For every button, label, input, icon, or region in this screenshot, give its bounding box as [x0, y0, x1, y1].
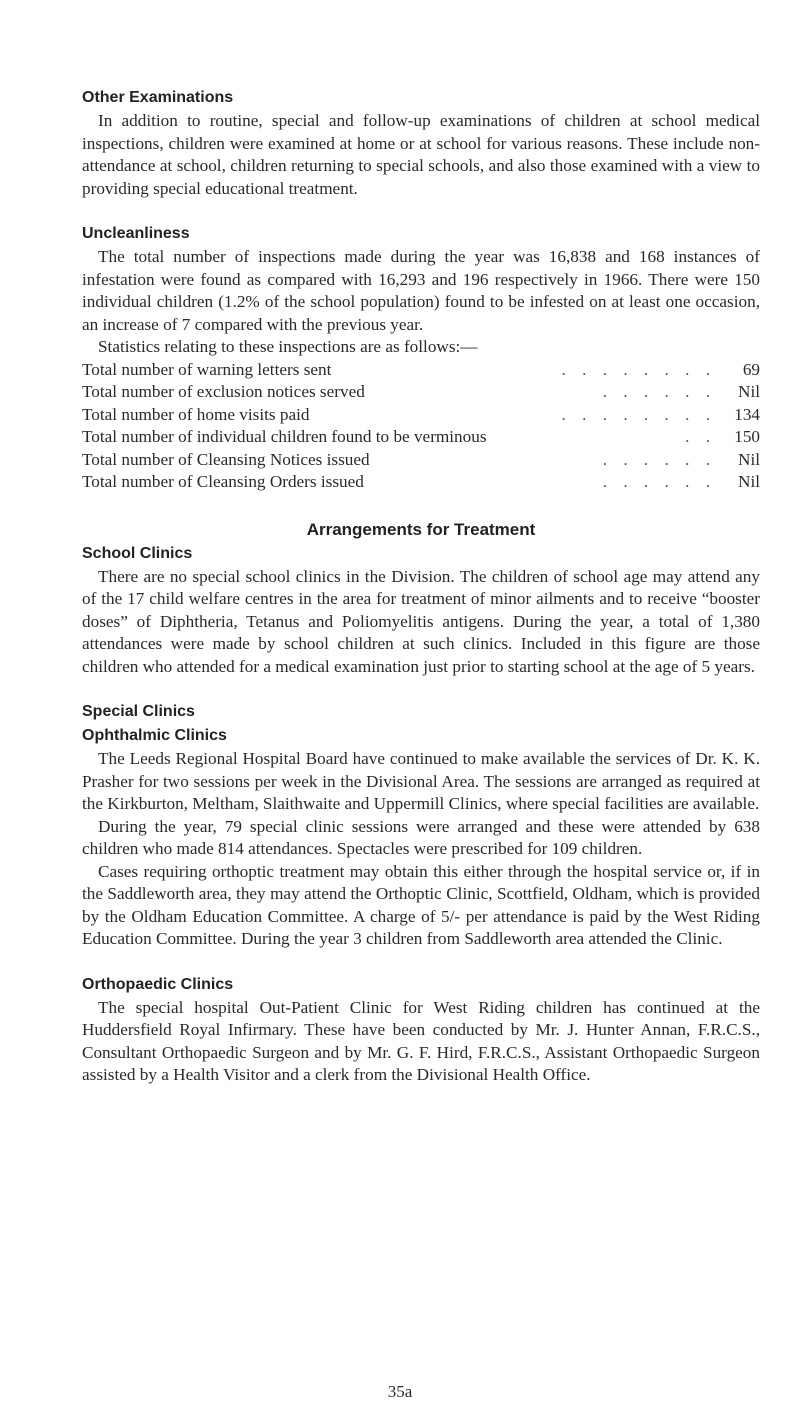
ophthalmic-paragraph-2: During the year, 79 special clinic sessions were arranged and these were attended by 638 children who made 814 attendances. Spectacles were prescribed for 109 children. — [82, 816, 760, 858]
stat-leader: . . . . . . — [602, 382, 716, 401]
ophthalmic-clinics-heading: Ophthalmic Clinics — [82, 727, 227, 744]
document-page — [82, 86, 760, 1087]
school-clinics-paragraph: There are no special school clinics in the Division. The children of school age may attend any of the 17 child welfare centres in the area for treatment of minor ailments and to receive “booster doses” of Diphtheria, Tetanus and Poliomyelitis antigens. During the year, a total of 1,380 attendances were made by school children at such clinics. Included in this figure are those children who attended for a medical examination just prior to starting school at the age of 5 years. — [82, 566, 760, 676]
stat-row — [82, 404, 760, 427]
stat-row — [82, 426, 760, 449]
stat-value: Nil — [738, 472, 760, 491]
stat-value: Nil — [738, 449, 760, 469]
stat-row — [82, 381, 760, 404]
stat-leader: . . . . . . — [602, 449, 716, 469]
stat-label: Total number of Cleansing Orders issued — [82, 472, 364, 491]
stat-value: 69 — [742, 359, 760, 379]
ophthalmic-paragraph-3: Cases requiring orthoptic treatment may obtain this either through the hospital service or, if in the Saddleworth area, they may attend the Orthoptic Clinic, Scottfield, Oldham, which is provided by the Oldham Education Committee. A charge of 5/- per attendance is paid by the West Riding Education Committee. During the year 3 children from Saddleworth area attended the Clinic. — [82, 861, 760, 948]
stat-value: 134 — [734, 404, 760, 424]
stat-label: Total number of warning letters sent — [82, 359, 332, 379]
uncleanliness-paragraph: The total number of inspections made during the year was 16,838 and 168 instances of infestation were found as compared with 16,293 and 196 respectively in 1966. There were 150 individual children (1.2% of the school population) found to be infested on at least one occasion, an increase of 7 compared with the previous year. — [82, 247, 760, 334]
stat-label: Total number of home visits paid — [82, 404, 310, 424]
stat-value: Nil — [738, 382, 760, 401]
orthopaedic-paragraph: The special hospital Out-Patient Clinic for West Riding children has continued at the Huddersfield Royal Infirmary. These have been conducted by Mr. J. Hunter Annan, F.R.C.S., Consultant Orthopaedic Surgeon and by Mr. G. F. Hird, F.R.C.S., Assistant Orthopaedic Surgeon assisted by a Health Visitor and a clerk from the Divisional Health Office. — [82, 997, 760, 1084]
stat-leader: . . — [685, 427, 716, 446]
uncleanliness-heading: Uncleanliness — [82, 225, 190, 242]
stat-label: Total number of individual children found to be verminous — [82, 427, 487, 446]
stat-row — [82, 359, 760, 382]
ophthalmic-paragraph-1: The Leeds Regional Hospital Board have continued to make available the services of Dr. K. K. Prasher for two sessions per week in the Divisional Area. The sessions are arranged as required at the Kirkburton, Meltham, Slaithwaite and Uppermill Clinics, where special facilities are available. — [82, 749, 760, 813]
stat-value: 150 — [734, 427, 760, 446]
stat-label: Total number of Cleansing Notices issued — [82, 449, 370, 469]
stat-leader: . . . . . . . . — [561, 359, 716, 379]
orthopaedic-clinics-heading: Orthopaedic Clinics — [82, 975, 234, 993]
arrangements-heading: Arrangements for Treatment — [306, 519, 536, 539]
stats-intro: Statistics relating to these inspections are as follows:— — [98, 337, 478, 356]
stat-row — [82, 449, 760, 472]
stat-leader: . . . . . . — [602, 472, 716, 491]
stat-row — [82, 471, 760, 494]
other-examinations-heading: Other Examinations — [82, 89, 234, 106]
inspection-statistics-list — [82, 359, 760, 494]
stat-label: Total number of exclusion notices served — [82, 382, 365, 401]
other-examinations-paragraph: In addition to routine, special and follow-up examinations of children at school medical inspections, children were examined at home or at school for various reasons. These include non-attendance at school, children returning to special schools, and also those examined with a view to providing special educational treatment. — [82, 111, 760, 198]
page-number: 35a — [387, 1382, 413, 1401]
stat-leader: . . . . . . . . — [561, 404, 716, 424]
school-clinics-heading: School Clinics — [82, 544, 193, 562]
special-clinics-heading: Special Clinics — [82, 703, 195, 720]
